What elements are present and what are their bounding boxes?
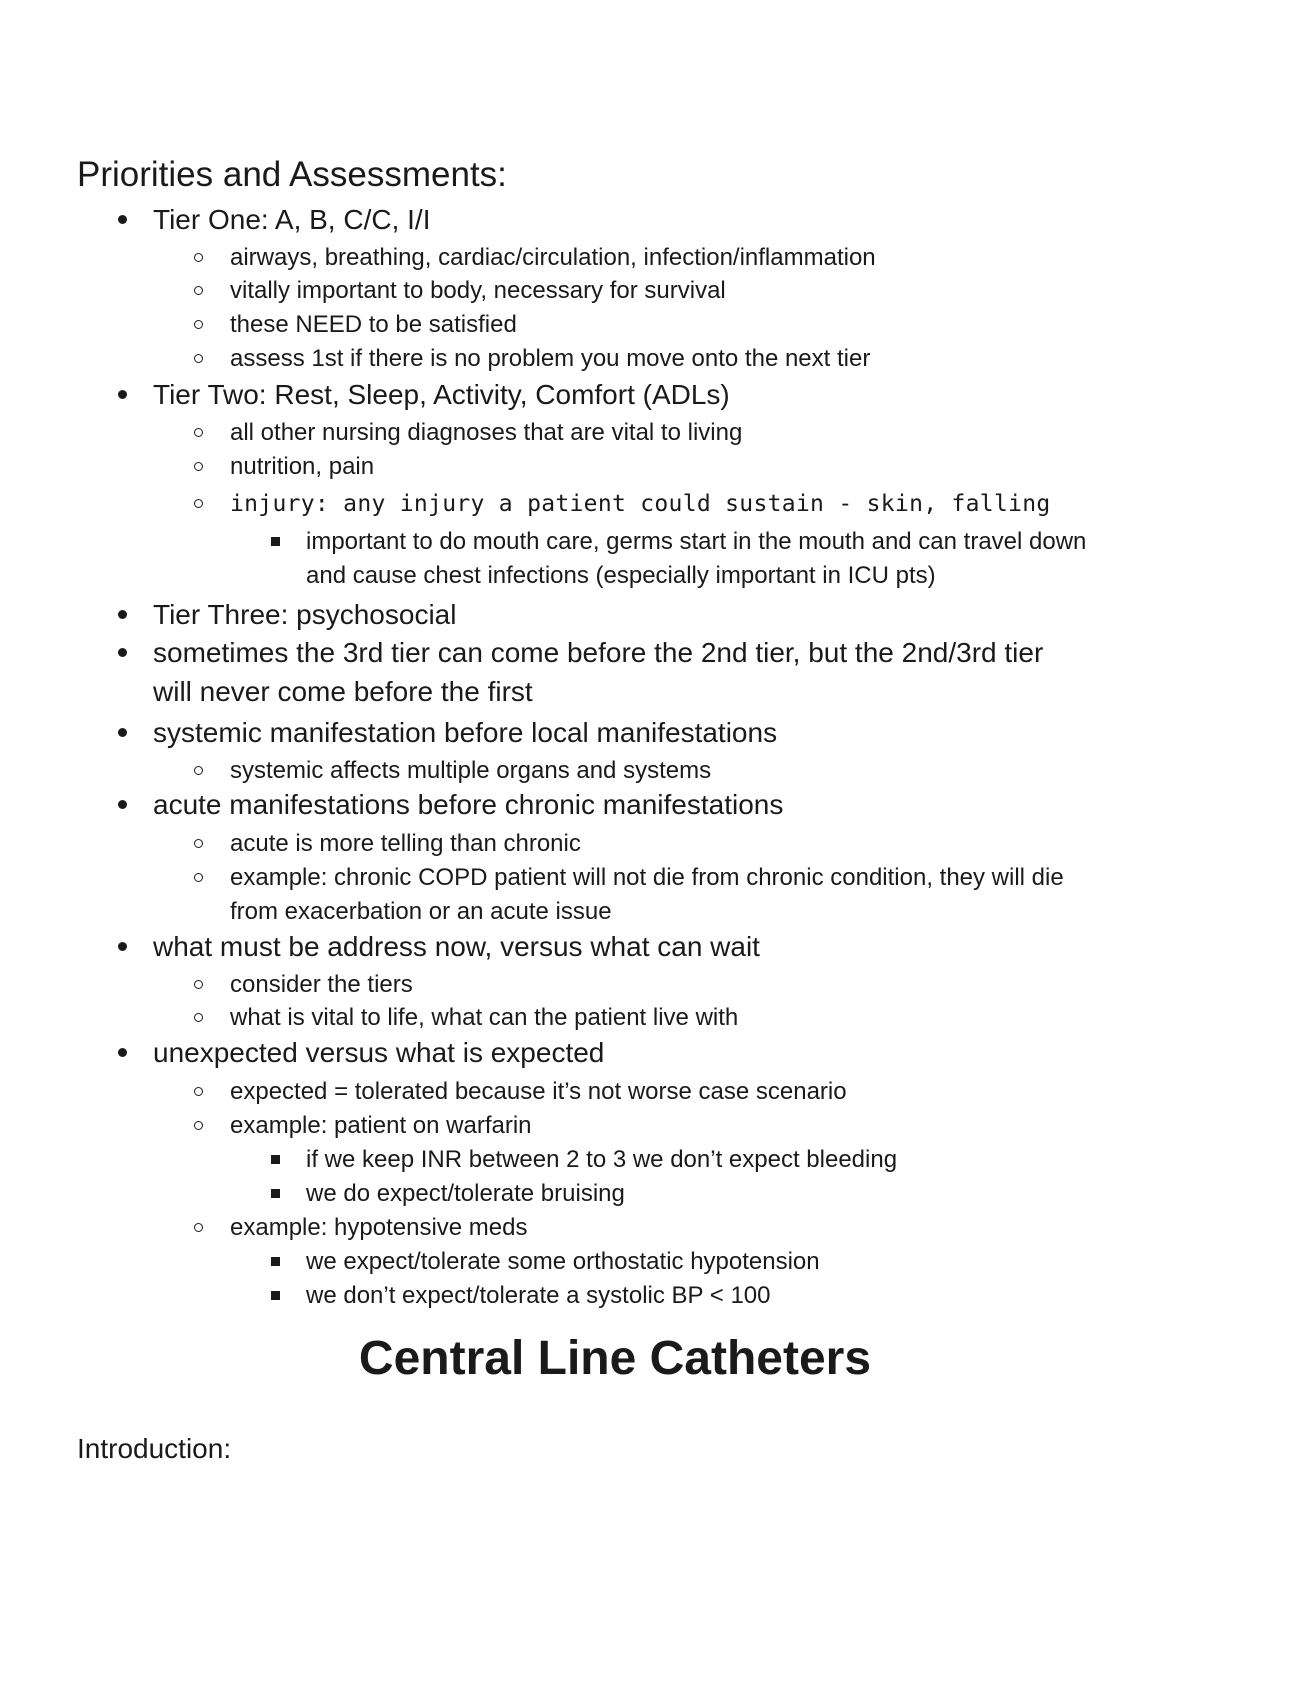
list-item-tier-three: Tier Three: psychosocial — [153, 599, 457, 630]
bullet-dot — [118, 942, 127, 951]
bullet-square — [271, 1257, 280, 1266]
list-item: sometimes the 3rd tier can come before the 2nd tier, but the 2nd/3rd tier — [153, 637, 1044, 668]
bullet-circle — [194, 428, 203, 437]
list-item: example: chronic COPD patient will not die from chronic condition, they will die — [230, 864, 1064, 891]
bullet-square — [271, 1189, 280, 1198]
list-item: example: patient on warfarin — [230, 1112, 532, 1139]
list-item-tier-one: Tier One: A, B, C/C, I/I — [153, 204, 431, 235]
bullet-dot — [118, 390, 127, 399]
list-item: consider the tiers — [230, 971, 413, 998]
list-item: unexpected versus what is expected — [153, 1037, 605, 1068]
bullet-circle — [194, 286, 203, 295]
list-item-handwritten: injury: any injury a patient could sustain - skin, falling — [230, 491, 1051, 517]
list-item-continuation: will never come before the first — [153, 676, 533, 707]
list-item: acute manifestations before chronic manifestations — [153, 789, 784, 820]
bullet-circle — [194, 980, 203, 989]
bullet-dot — [118, 800, 127, 809]
list-item: nutrition, pain — [230, 453, 375, 480]
bullet-dot — [118, 610, 127, 619]
list-item: airways, breathing, cardiac/circulation, infection/inflammation — [230, 244, 876, 271]
bullet-square — [271, 1155, 280, 1164]
list-item: all other nursing diagnoses that are vital to living — [230, 419, 743, 446]
list-item: these NEED to be satisfied — [230, 311, 517, 338]
list-item: vitally important to body, necessary for survival — [230, 277, 726, 304]
list-item: assess 1st if there is no problem you move onto the next tier — [230, 345, 871, 372]
list-item: what must be address now, versus what can wait — [153, 931, 760, 962]
bullet-circle — [194, 766, 203, 775]
bullet-dot — [118, 648, 127, 657]
intro-heading: Introduction: — [77, 1433, 232, 1464]
list-item: systemic affects multiple organs and systems — [230, 757, 712, 784]
list-item: we expect/tolerate some orthostatic hypotension — [306, 1248, 820, 1275]
bullet-circle — [194, 320, 203, 329]
list-item: what is vital to life, what can the patient live with — [230, 1004, 739, 1031]
bullet-square — [271, 1291, 280, 1300]
list-item: important to do mouth care, germs start in the mouth and can travel down — [306, 528, 1087, 555]
list-item: expected = tolerated because it’s not worse case scenario — [230, 1078, 847, 1105]
bullet-circle — [194, 1087, 203, 1096]
list-item-continuation: and cause chest infections (especially important in ICU pts) — [306, 562, 936, 589]
section-heading: Priorities and Assessments: — [77, 155, 507, 194]
bullet-circle — [194, 839, 203, 848]
bullet-circle — [194, 354, 203, 363]
bullet-circle — [194, 1121, 203, 1130]
list-item-tier-two: Tier Two: Rest, Sleep, Activity, Comfort (ADLs) — [153, 379, 730, 410]
bullet-circle — [194, 462, 203, 471]
list-item: if we keep INR between 2 to 3 we don’t expect bleeding — [306, 1146, 898, 1173]
bullet-circle — [194, 253, 203, 262]
bullet-circle — [194, 1223, 203, 1232]
bullet-dot — [118, 728, 127, 737]
list-item: example: hypotensive meds — [230, 1214, 528, 1241]
bullet-circle — [194, 499, 203, 508]
page-title: Central Line Catheters — [358, 1332, 872, 1385]
list-item-continuation: from exacerbation or an acute issue — [230, 898, 612, 925]
bullet-circle — [194, 1013, 203, 1022]
list-item: systemic manifestation before local manifestations — [153, 717, 778, 748]
list-item: acute is more telling than chronic — [230, 830, 581, 857]
bullet-dot — [118, 1048, 127, 1057]
bullet-square — [271, 537, 280, 546]
list-item: we don’t expect/tolerate a systolic BP < 100 — [306, 1282, 771, 1309]
list-item: we do expect/tolerate bruising — [306, 1180, 625, 1207]
bullet-circle — [194, 873, 203, 882]
bullet-dot — [118, 215, 127, 224]
